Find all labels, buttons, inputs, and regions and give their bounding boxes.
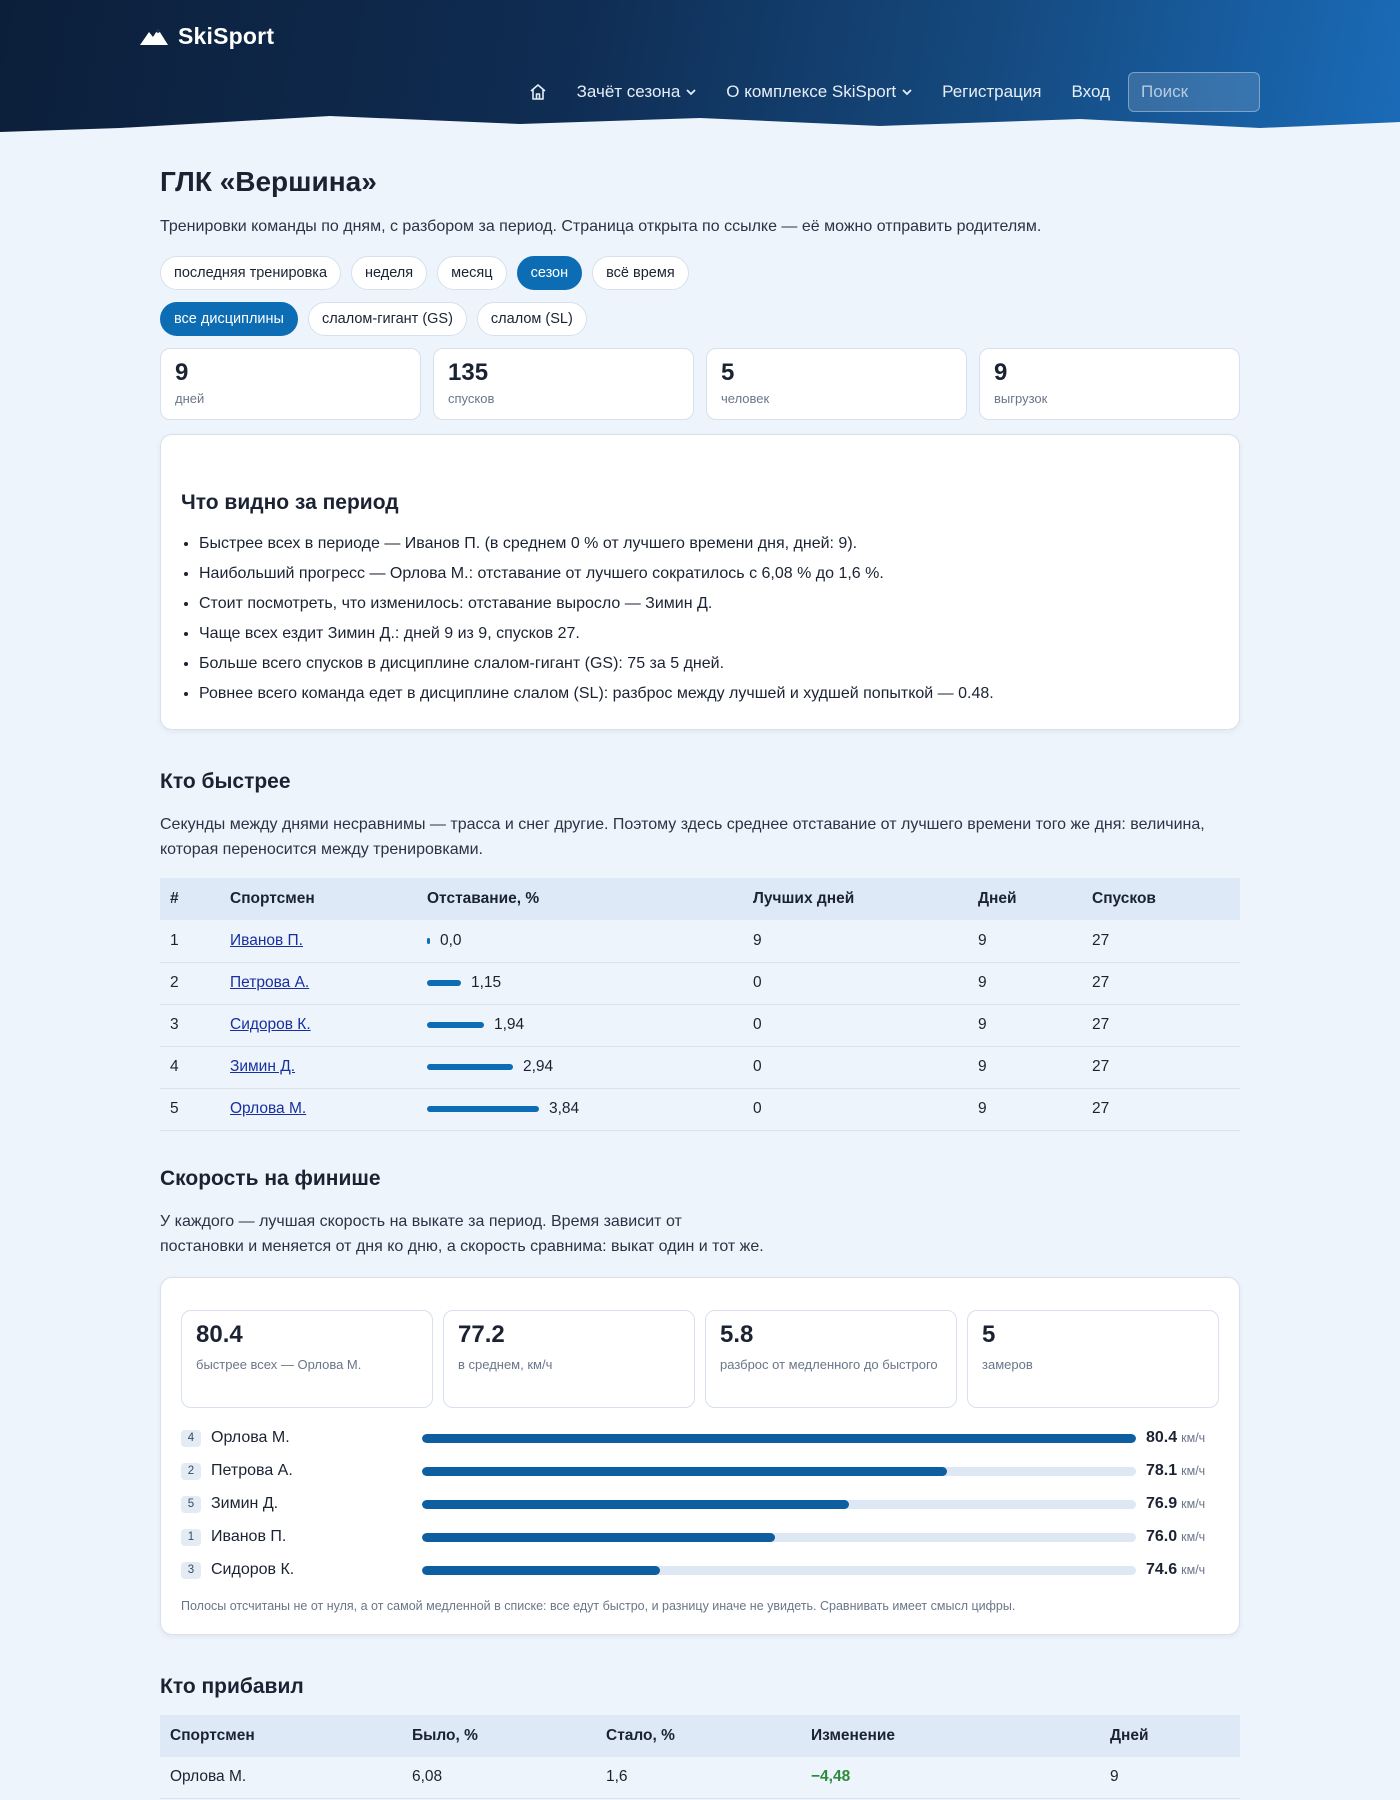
stat-runs xyxy=(433,348,694,420)
athlete-cell: Орлова М. xyxy=(160,1757,402,1799)
rank-cell: 1 xyxy=(160,920,220,962)
period-filter-week[interactable]: неделя xyxy=(351,256,427,290)
summary-item: • Стоит посмотреть, что изменилось: отставание выросло — Зимин Д. xyxy=(199,589,1219,619)
athlete-link[interactable]: Петрова А. xyxy=(230,974,310,991)
nav-login[interactable]: Вход xyxy=(1071,82,1110,101)
summary-item: • Быстрее всех в периоде — Иванов П. (в среднем 0 % от лучшего времени дня, дней: 9). xyxy=(199,529,1219,559)
gap-value: 1,15 xyxy=(471,974,502,991)
gap-value: 0,0 xyxy=(440,931,462,949)
fastest-title: Кто быстрее xyxy=(160,770,291,793)
fastest-text: Секунды между днями несравнимы — трасса и снег другие. Поэтому здесь среднее отставание от лучшего времени того же дня: величина, которая переносится между тренировками. xyxy=(160,816,1205,858)
speed-stat-average xyxy=(443,1310,695,1408)
speed-track xyxy=(422,1500,1136,1509)
gap-bar xyxy=(427,1022,484,1028)
athlete-cell xyxy=(220,920,417,962)
days-cell: 9 xyxy=(968,1004,1082,1046)
stat-label: быстрее всех — Орлова М. xyxy=(196,1356,362,1372)
speed-unit: км/ч xyxy=(1181,1464,1206,1478)
stat-label: разброс от медленного до быстрого xyxy=(720,1356,938,1372)
stat-value: 5 xyxy=(982,1320,996,1348)
nav-season-label: Зачёт сезона xyxy=(576,82,681,101)
gap-value: 1,94 xyxy=(494,1016,525,1033)
athlete-name: Петрова А. xyxy=(211,1462,293,1479)
nav-season[interactable] xyxy=(577,82,697,102)
summary-item: • Чаще всех ездит Зимин Д.: дней 9 из 9, спусков 27. xyxy=(199,619,1219,649)
period-filter-last[interactable]: последняя тренировка xyxy=(160,256,341,290)
speed-stat-spread xyxy=(705,1310,957,1408)
col-now: Стало, % xyxy=(596,1715,801,1757)
best-days-cell: 0 xyxy=(743,1004,968,1046)
summary-item: • Ровнее всего команда едет в дисциплине слалом (SL): разброс между лучшей и худшей попыткой — 0.48. xyxy=(199,679,1219,709)
athlete-cell xyxy=(220,1088,417,1130)
table-row xyxy=(160,1004,1240,1046)
speed-stat-fastest xyxy=(181,1310,433,1408)
nav-about[interactable] xyxy=(726,82,912,102)
now-cell: 1,6 xyxy=(596,1757,801,1799)
gap-cell xyxy=(417,1088,743,1130)
speed-stat-measurements xyxy=(967,1310,1219,1408)
rank-cell: 5 xyxy=(160,1088,220,1130)
athlete-cell xyxy=(220,962,417,1004)
stat-label: человек xyxy=(721,391,770,406)
col-was: Было, % xyxy=(402,1715,596,1757)
athlete-link[interactable]: Зимин Д. xyxy=(230,1058,296,1075)
stat-label: дней xyxy=(175,391,205,406)
period-filter-season[interactable]: сезон xyxy=(517,256,583,290)
speed-unit: км/ч xyxy=(1181,1431,1206,1445)
summary-title: Что видно за период xyxy=(181,491,399,514)
speed-bar xyxy=(422,1566,660,1575)
rank-cell: 3 xyxy=(160,1004,220,1046)
rank-cell: 4 xyxy=(160,1046,220,1088)
best-days-cell: 0 xyxy=(743,1046,968,1088)
was-cell: 6,08 xyxy=(402,1757,596,1799)
table-row xyxy=(160,1757,1240,1799)
gap-bar xyxy=(427,980,461,986)
stat-value: 135 xyxy=(448,359,489,386)
runs-cell: 27 xyxy=(1082,1088,1240,1130)
speed-track xyxy=(422,1434,1136,1443)
speed-track xyxy=(422,1467,1136,1476)
gap-cell xyxy=(417,920,743,962)
speed-bar xyxy=(422,1434,1136,1443)
period-summary-card xyxy=(160,434,1240,730)
col-days: Дней xyxy=(968,878,1082,920)
runs-cell: 27 xyxy=(1082,1046,1240,1088)
stat-label: замеров xyxy=(982,1356,1033,1372)
search-input[interactable] xyxy=(1128,72,1260,112)
stat-value: 9 xyxy=(994,359,1008,386)
discipline-filters xyxy=(160,302,1240,336)
runs-cell: 27 xyxy=(1082,920,1240,962)
table-row xyxy=(160,1046,1240,1088)
col-athlete: Спортсмен xyxy=(160,1715,402,1757)
gap-cell xyxy=(417,1004,743,1046)
stat-days xyxy=(160,348,421,420)
chevron-down-icon xyxy=(902,87,912,97)
table-row xyxy=(160,962,1240,1004)
speed-row xyxy=(181,1521,1219,1554)
gap-bar xyxy=(427,1106,539,1112)
nav-about-label: О комплексе SkiSport xyxy=(726,82,897,101)
brand-name: SkiSport xyxy=(178,22,275,49)
stat-value: 5.8 xyxy=(720,1320,754,1348)
discipline-filter-gs[interactable]: слалом-гигант (GS) xyxy=(308,302,467,336)
stat-label: выгрузок xyxy=(994,391,1048,406)
period-stats xyxy=(160,348,1240,420)
days-cell: 9 xyxy=(968,1088,1082,1130)
rank-badge: 2 xyxy=(181,1463,201,1480)
speed-value: 80.4 xyxy=(1146,1429,1178,1446)
best-days-cell: 0 xyxy=(743,1088,968,1130)
rank-badge: 1 xyxy=(181,1529,201,1546)
speed-text-line1: У каждого — лучшая скорость на выкате за период. Время зависит от xyxy=(160,1212,682,1230)
page-title: ГЛК «Вершина» xyxy=(160,166,377,197)
speed-row xyxy=(181,1554,1219,1587)
athlete-cell xyxy=(220,1046,417,1088)
main-nav xyxy=(499,72,1260,112)
header-wave-divider xyxy=(0,116,1400,136)
rank-badge: 5 xyxy=(181,1496,201,1513)
col-best-days: Лучших дней xyxy=(743,878,968,920)
best-days-cell: 0 xyxy=(743,962,968,1004)
speed-text xyxy=(160,1209,1240,1259)
col-athlete: Спортсмен xyxy=(220,878,417,920)
period-filter-month[interactable]: месяц xyxy=(437,256,506,290)
athlete-link[interactable]: Иванов П. xyxy=(230,931,303,949)
discipline-filter-sl[interactable]: слалом (SL) xyxy=(477,302,587,336)
change-cell: −4,48 xyxy=(801,1757,1100,1799)
speed-card xyxy=(160,1277,1240,1635)
speed-row xyxy=(181,1422,1219,1455)
days-cell: 9 xyxy=(1100,1757,1240,1799)
speed-title: Скорость на финише xyxy=(160,1166,381,1190)
period-filter-all-time[interactable]: всё время xyxy=(592,256,689,290)
athlete-name: Орлова М. xyxy=(211,1429,290,1446)
nav-home[interactable] xyxy=(529,83,547,101)
gap-bar xyxy=(427,1064,513,1070)
discipline-filter-all[interactable]: все дисциплины xyxy=(160,302,298,336)
col-gap: Отставание, % xyxy=(417,878,743,920)
gap-value: 2,94 xyxy=(523,1058,554,1075)
speed-row xyxy=(181,1455,1219,1488)
rank-badge: 4 xyxy=(181,1430,201,1447)
gain-title: Кто прибавил xyxy=(160,1674,304,1698)
rank-badge: 3 xyxy=(181,1562,201,1579)
col-runs: Спусков xyxy=(1082,878,1240,920)
mountain-icon xyxy=(140,27,168,45)
speed-track xyxy=(422,1566,1136,1575)
rank-cell: 2 xyxy=(160,962,220,1004)
nav-register[interactable]: Регистрация xyxy=(942,82,1042,101)
gap-bar xyxy=(427,938,430,944)
table-row xyxy=(160,920,1240,962)
days-cell: 9 xyxy=(968,920,1082,962)
athlete-link[interactable]: Сидоров К. xyxy=(230,1016,311,1033)
summary-item: • Наибольший прогресс — Орлова М.: отставание от лучшего сократилось с 6,08 % до 1,6 %. xyxy=(199,559,1219,589)
speed-value: 78.1 xyxy=(1146,1462,1178,1479)
speed-value: 74.6 xyxy=(1146,1561,1178,1578)
speed-unit: км/ч xyxy=(1181,1497,1206,1511)
athlete-link[interactable]: Орлова М. xyxy=(230,1100,307,1117)
summary-list xyxy=(181,529,1219,709)
stat-label: в среднем, км/ч xyxy=(458,1356,553,1372)
stat-uploads xyxy=(979,348,1240,420)
athlete-name: Зимин Д. xyxy=(211,1495,279,1512)
speed-track xyxy=(422,1533,1136,1542)
col-rank: # xyxy=(160,878,220,920)
brand-logo[interactable] xyxy=(140,20,274,52)
speed-stats xyxy=(181,1310,1219,1408)
days-cell: 9 xyxy=(968,962,1082,1004)
gap-cell xyxy=(417,1046,743,1088)
athlete-name: Сидоров К. xyxy=(211,1561,295,1578)
gap-cell xyxy=(417,962,743,1004)
stat-value: 5 xyxy=(721,359,735,386)
athlete-cell xyxy=(220,1004,417,1046)
stat-value: 9 xyxy=(175,359,189,386)
gap-value: 3,84 xyxy=(549,1100,580,1117)
col-change: Изменение xyxy=(801,1715,1100,1757)
table-header-row xyxy=(160,1715,1240,1757)
speed-bar xyxy=(422,1500,849,1509)
speed-bar xyxy=(422,1467,947,1476)
speed-row xyxy=(181,1488,1219,1521)
stat-value: 77.2 xyxy=(458,1320,505,1348)
stat-value: 80.4 xyxy=(196,1320,243,1348)
days-cell: 9 xyxy=(968,1046,1082,1088)
fastest-table xyxy=(160,878,1240,1131)
table-row xyxy=(160,1088,1240,1130)
stat-people xyxy=(706,348,967,420)
speed-text-line2: постановки и меняется от дня ко дню, а скорость сравнима: выкат один и тот же. xyxy=(160,1237,764,1255)
summary-item: • Больше всего спусков в дисциплине слалом-гигант (GS): 75 за 5 дней. xyxy=(199,649,1219,679)
speed-unit: км/ч xyxy=(1181,1530,1206,1544)
table-header-row xyxy=(160,878,1240,920)
main-content xyxy=(160,160,1240,1799)
speed-bars xyxy=(181,1422,1219,1587)
speed-value: 76.9 xyxy=(1146,1495,1178,1512)
athlete-name: Иванов П. xyxy=(211,1528,287,1545)
speed-value: 76.0 xyxy=(1146,1528,1178,1545)
period-filters xyxy=(160,256,1240,290)
stat-label: спусков xyxy=(448,391,495,406)
gain-table xyxy=(160,1715,1240,1800)
col-days: Дней xyxy=(1100,1715,1240,1757)
chevron-down-icon xyxy=(686,87,696,97)
speed-note: Полосы отсчитаны не от нуля, а от самой медленной в списке: все едут быстро, и разницу иначе не увидеть. Сравнивать имеет смысл цифры. xyxy=(181,1598,1016,1613)
page-lead: Тренировки команды по дням, с разбором за период. Страница открыта по ссылке — её можно отправить родителям. xyxy=(160,218,1042,235)
site-header xyxy=(0,0,1400,134)
runs-cell: 27 xyxy=(1082,962,1240,1004)
speed-bar xyxy=(422,1533,775,1542)
home-icon xyxy=(529,83,547,101)
speed-unit: км/ч xyxy=(1181,1563,1206,1577)
runs-cell: 27 xyxy=(1082,1004,1240,1046)
best-days-cell: 9 xyxy=(743,920,968,962)
